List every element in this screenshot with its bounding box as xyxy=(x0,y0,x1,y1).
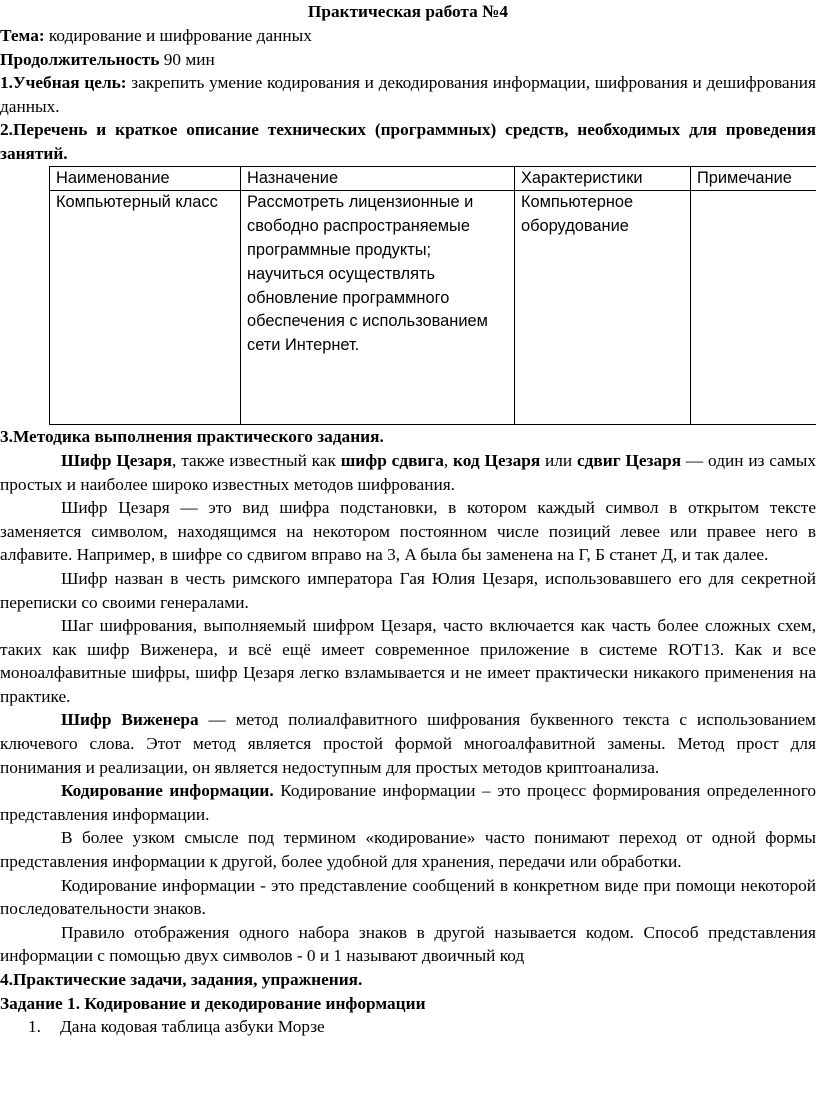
term-caesar-code: код Цезаря xyxy=(453,450,541,470)
list-item xyxy=(0,1015,816,1039)
table-header-row xyxy=(50,166,816,191)
goal-label: 1.Учебная цель: xyxy=(0,73,127,93)
topic-line xyxy=(0,24,816,48)
term-caesar-cipher: Шифр Цезаря xyxy=(61,450,173,470)
text-span: — один из самых простых и наиболее широко известных методов шифрования. xyxy=(0,450,816,494)
section-2-heading: 2.Перечень и краткое описание технических (программных) средств, необходимых для проведения занятий. xyxy=(0,120,816,163)
section-4-heading: 4.Практические задачи, задания, упражнения. xyxy=(0,970,363,990)
caesar-intro-paragraph xyxy=(0,449,816,496)
section-3-heading: 3.Методика выполнения практического задания. xyxy=(0,427,384,447)
duration-line xyxy=(0,48,816,72)
text-span: , также известный как xyxy=(172,450,341,470)
term-encoding: Кодирование информации. xyxy=(61,781,274,801)
table-header-cell: Характеристики xyxy=(515,166,691,191)
table-row xyxy=(50,191,816,425)
text-span: или xyxy=(540,450,577,470)
list-item-number: 1. xyxy=(28,1017,41,1037)
page-title: Практическая работа №4 xyxy=(307,2,509,21)
table-cell: Компьютерное оборудование xyxy=(515,191,691,425)
topic-text: кодирование и шифрование данных xyxy=(44,26,312,45)
caesar-history-paragraph: Шифр назван в честь римского императора Гая Юлия Цезаря, использовавшего его для секретной переписки со своими генералами. xyxy=(0,568,816,612)
caesar-definition-paragraph: Шифр Цезаря — это вид шифра подстановки, в котором каждый символ в открытом тексте заменяется символом, находящимся на некотором постоянном числе позиций левее или правее него в алфавите. Например, в шифре со сдвигом вправо на 3, A была бы заменена на Г, Б станет Д, и так далее. xyxy=(0,498,816,565)
term-vigenere: Шифр Виженера xyxy=(61,710,199,730)
text-span: — метод полиалфавитного шифрования буквенного текста с использованием ключевого слова. Этот метод является простой формой многоалфавитной замены. Метод прост для понимания и реализации, он является недоступным для простых методов криптоанализа. xyxy=(0,710,816,777)
term-shift-cipher: шифр сдвига xyxy=(340,450,444,470)
table-cell: Компьютерный класс xyxy=(50,191,241,425)
tools-table xyxy=(49,166,816,426)
encoding-narrow-paragraph: В более узком смысле под термином «кодирование» часто понимают переход от одной формы представления информации к другой, более удобной для хранения, передачи или обработки. xyxy=(0,828,816,872)
code-definition-paragraph: Правило отображения одного набора знаков в другой называется кодом. Способ представления информации с помощью двух символов - 0 и 1 называют двоичный код xyxy=(0,922,816,966)
encoding-representation-paragraph: Кодирование информации - это представление сообщений в конкретном виде при помощи некоторой последовательности знаков. xyxy=(0,875,816,919)
task-1-heading: Задание 1. Кодирование и декодирование информации xyxy=(0,993,426,1013)
encoding-paragraph xyxy=(0,779,816,826)
text-span: Кодирование информации – это процесс формирования определенного представления информации. xyxy=(0,781,816,824)
term-caesar-shift: сдвиг Цезаря xyxy=(577,450,682,470)
table-cell xyxy=(691,191,816,425)
list-item-text: Дана кодовая таблица азбуки Морзе xyxy=(60,1017,325,1037)
table-header-cell: Назначение xyxy=(241,166,515,191)
table-header-cell: Примечание xyxy=(691,166,816,191)
text-span: , xyxy=(443,450,454,470)
duration-label: Продолжительность xyxy=(0,49,160,69)
table-header-cell: Наименование xyxy=(50,166,241,191)
table-cell: Рассмотреть лицензионные и свободно распространяемые программные продукты; научиться осуществлять обновление программного обеспечения с использованием сети Интернет. xyxy=(241,191,515,425)
vigenere-paragraph xyxy=(0,708,816,779)
caesar-usage-paragraph: Шаг шифрования, выполняемый шифром Цезаря, часто включается как часть более сложных схем, таких как шифр Виженера, и всё ещё имеет современное приложение в системе ROT13. Как и все моноалфавитные шифры, шифр Цезаря легко взламывается и не имеет практически никакого применения на практике. xyxy=(0,616,816,706)
goal-paragraph xyxy=(0,71,816,118)
goal-text: закрепить умение кодирования и декодирования информации, шифрования и дешифрования данных. xyxy=(0,73,816,116)
topic-label: Тема: xyxy=(0,26,45,45)
duration-text: 90 мин xyxy=(159,49,215,69)
